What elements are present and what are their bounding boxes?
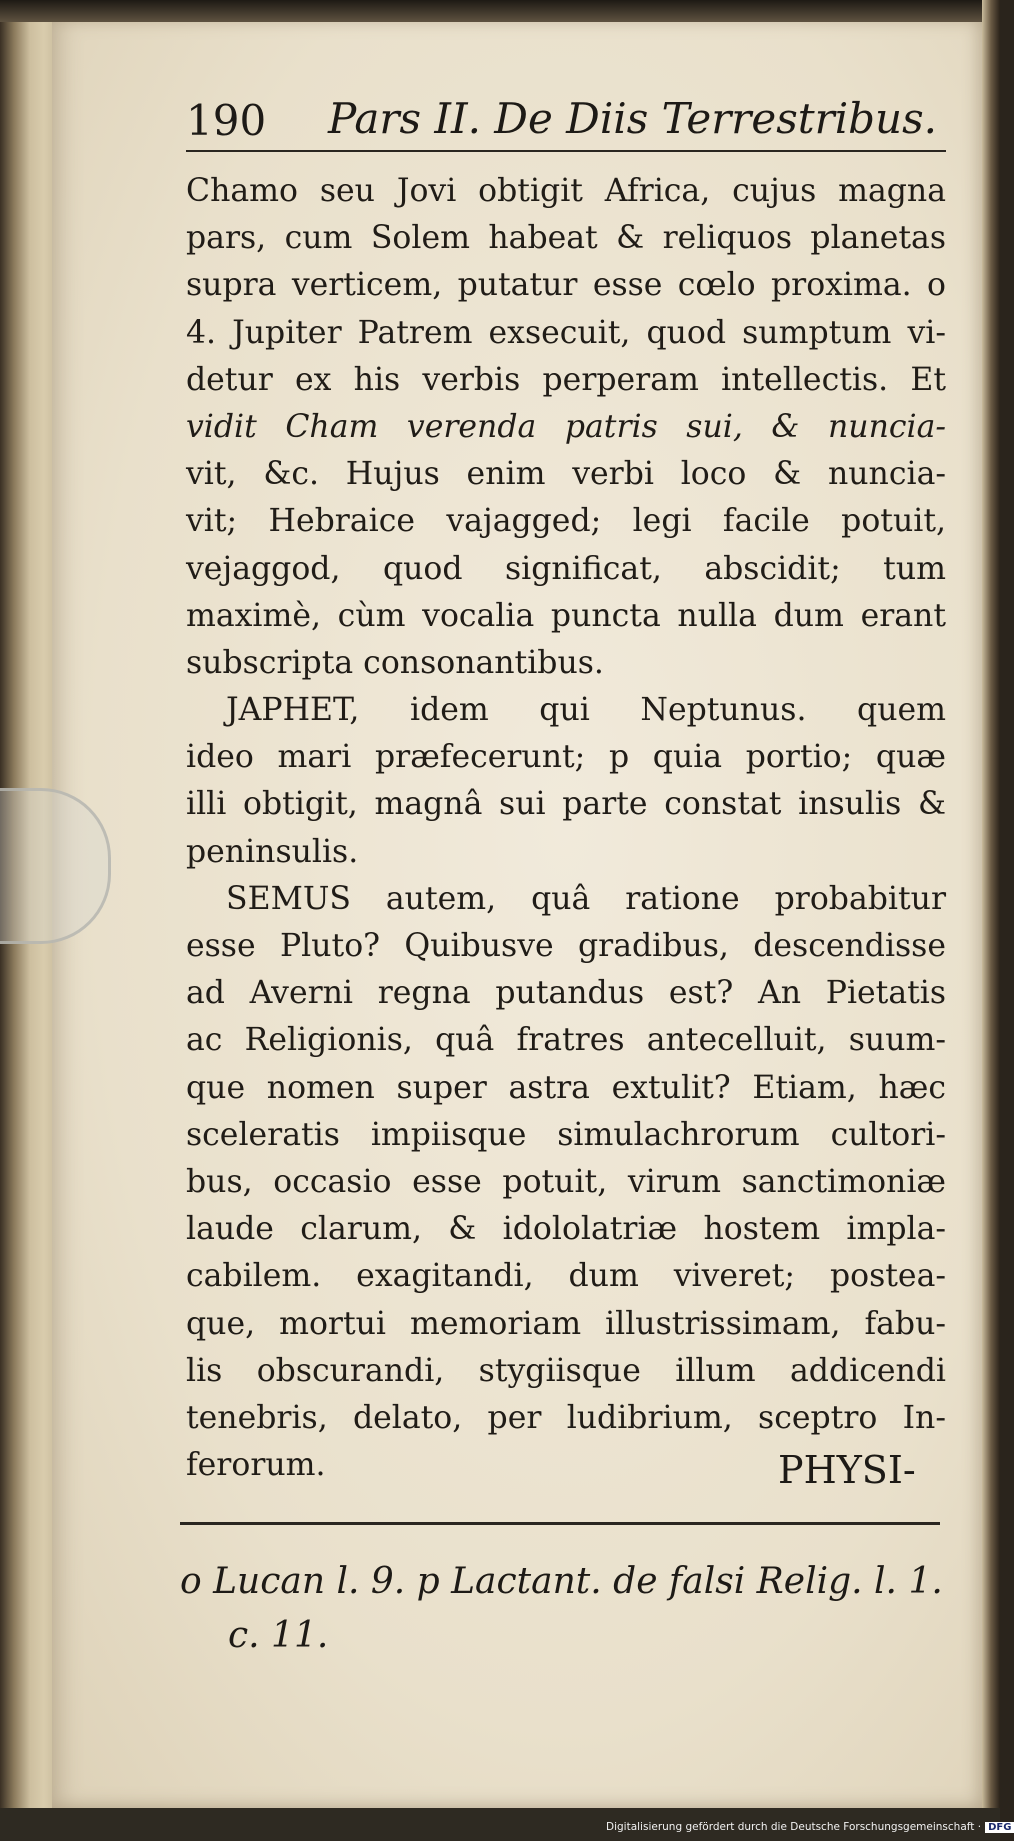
digitization-credit: [606, 1821, 1014, 1833]
text-line: sceleratis impiisque simulachrorum cultori-: [186, 1116, 946, 1153]
text-line: lis obscurandi, stygiisque illum addicendi: [186, 1352, 946, 1389]
text-line: que nomen super astra extulit? Etiam, hæc: [186, 1069, 946, 1106]
page-number: 190: [186, 96, 267, 145]
text-line: vit; Hebraice vajagged; legi facile potuit,: [186, 503, 946, 540]
text-line: ac Religionis, quâ fratres antecelluit, suum-: [186, 1022, 946, 1059]
text-line: SEMUS autem, quâ ratione probabitur: [226, 880, 946, 917]
text-line: maximè, cùm vocalia puncta nulla dum erant: [186, 597, 946, 634]
text-line: JAPHET, idem qui Neptunus. quem: [226, 692, 946, 729]
top-scan-border: [0, 0, 1000, 22]
catchword: PHYSI-: [778, 1448, 916, 1492]
text-line: Chamo seu Jovi obtigit Africa, cujus magna: [186, 173, 946, 209]
body-text: [186, 168, 946, 1489]
text-line: ferorum.: [186, 1447, 326, 1484]
text-line: illi obtigit, magnâ sui parte constat insulis &: [186, 786, 946, 823]
text-line: vit, &c. Hujus enim verbi loco & nuncia-: [186, 456, 946, 493]
dfg-logo: DFG: [985, 1822, 1014, 1833]
text-line: que, mortui memoriam illustrissimam, fabu-: [186, 1305, 946, 1342]
running-title: Pars II. De Diis Terrestribus.: [328, 94, 937, 143]
header-rule: [186, 150, 946, 152]
footnote-rule: [180, 1522, 940, 1525]
text-line: pars, cum Solem habeat & reliquos planetas: [186, 220, 946, 257]
text-line: vidit Cham verenda patris sui, & nuncia-: [186, 408, 946, 445]
page-header: [186, 90, 946, 150]
text-line: ad Averni regna putandus est? An Pietatis: [186, 975, 946, 1012]
text-line: peninsulis.: [186, 833, 359, 870]
footnote-line: o Lucan l. 9. p Lactant. de falsi Relig. l. 1.: [180, 1561, 943, 1602]
text-line: subscripta consonantibus.: [186, 644, 604, 681]
text-line: detur ex his verbis perperam intellectis. Et: [186, 361, 946, 398]
text-line: supra verticem, putatur esse cœlo proxima. o: [186, 267, 946, 304]
text-line: bus, occasio esse potuit, virum sanctimoniæ: [186, 1163, 946, 1200]
text-line: esse Pluto? Quibusve gradibus, descendisse: [186, 928, 946, 964]
text-line: laude clarum, & idololatriæ hostem impla-: [186, 1211, 946, 1248]
footnote: [180, 1555, 943, 1663]
text-line: cabilem. exagitandi, dum viveret; postea-: [186, 1258, 946, 1295]
text-line: 4. Jupiter Patrem exsecuit, quod sumptum vi-: [186, 314, 946, 351]
right-page-edge: [982, 0, 1000, 1810]
text-line: ideo mari præfecerunt; p quia portio; quæ: [186, 739, 946, 776]
text-line: tenebris, delato, per ludibrium, sceptro In-: [186, 1399, 946, 1436]
footnote-line: c. 11.: [228, 1615, 329, 1656]
credit-text: Digitalisierung gefördert durch die Deutsche Forschungsgemeinschaft ·: [606, 1821, 982, 1833]
text-line: vejaggod, quod significat, abscidit; tum: [186, 550, 946, 587]
